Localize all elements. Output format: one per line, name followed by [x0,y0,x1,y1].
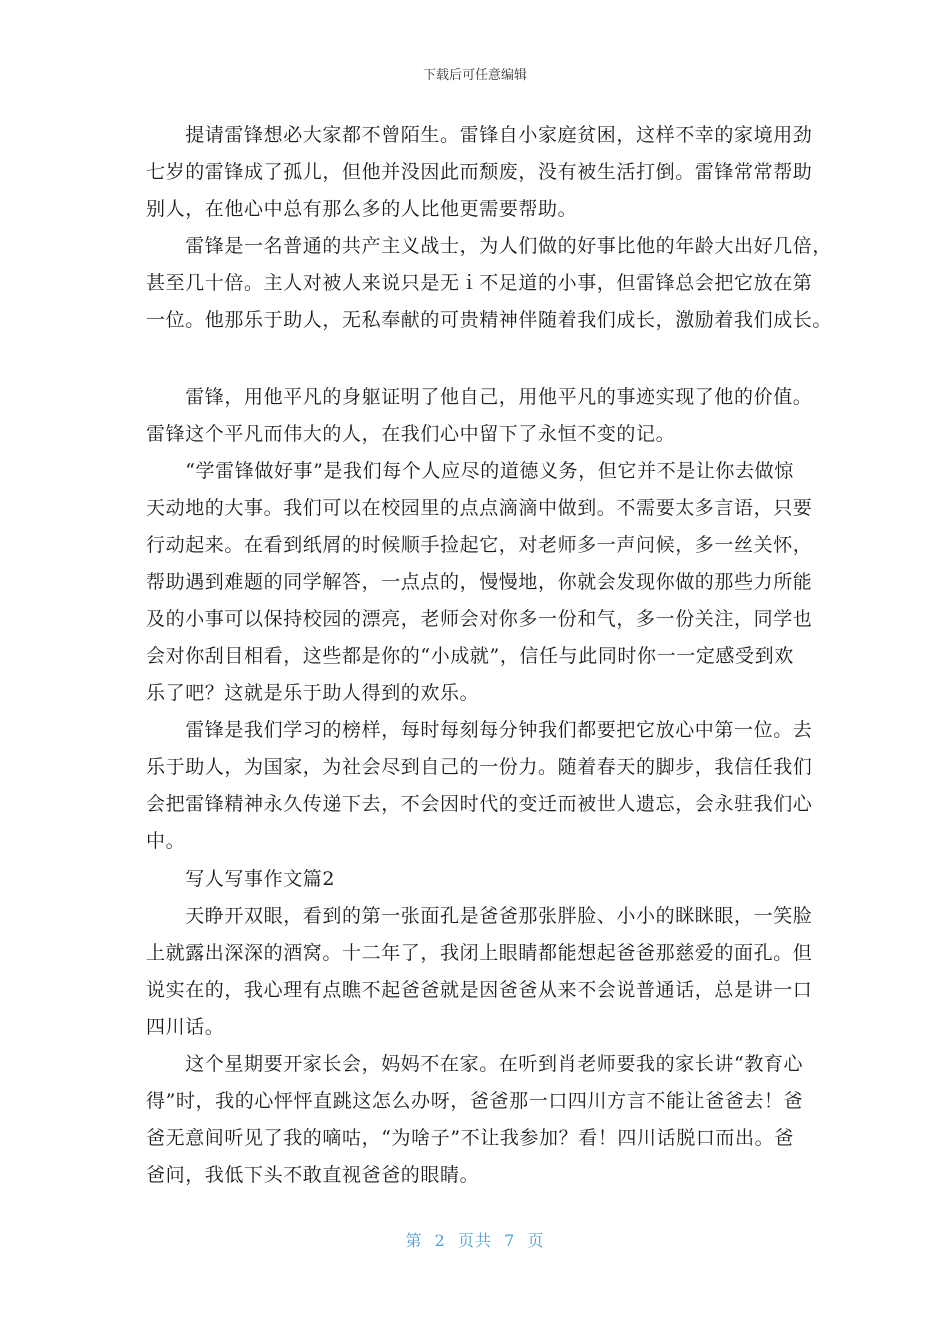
body-line: 得”时，我的心怦怦直跳这怎么办呀，爸爸那一口四川方言不能让爸爸去！爸 [146,1090,804,1112]
page-number-footer: 第 2 页共 7 页 [405,1231,545,1250]
body-line: 及的小事可以保持校园的漂亮，老师会对你多一份和气，多一份关注，同学也 [146,608,813,630]
body-line: 一位。他那乐于助人，无私奉献的可贵精神伴随着我们成长，激励着我们成长。 [146,309,833,331]
body-line: 雷锋是一名普通的共产主义战士，为人们做的好事比他的年龄大出好几倍， [146,235,833,257]
body-line: 别人，在他心中总有那么多的人比他更需要帮助。 [146,198,578,220]
body-line: 爸无意间听见了我的嘀咕，“为啥子”不让我参加？看！四川话脱口而出。爸 [146,1127,794,1149]
body-line: 上就露出深深的酒窝。十二年了，我闭上眼睛都能想起爸爸那慈爱的面孔。但 [146,942,813,964]
body-line: 雷锋是我们学习的榜样，每时每刻每分钟我们都要把它放心中第一位。去 [146,719,813,741]
body-line: 提请雷锋想必大家都不曾陌生。雷锋自小家庭贫困，这样不幸的家境用劲 [146,124,813,146]
body-line: 天睁开双眼，看到的第一张面孔是爸爸那张胖脸、小小的眯眯眼，一笑脸 [146,905,813,927]
body-line: 中。 [146,830,186,852]
body-line: 雷锋这个平凡而伟大的人，在我们心中留下了永恒不变的记。 [146,423,676,445]
body-line: 七岁的雷锋成了孤儿，但他并没因此而颓废，没有被生活打倒。雷锋常常帮助 [146,161,813,183]
body-line: 四川话。 [146,1016,225,1038]
body-line: 这个星期要开家长会，妈妈不在家。在听到肖老师要我的家长讲“教育心 [146,1053,804,1075]
page-header-note: 下载后可任意编辑 [422,68,527,83]
body-line: 天动地的大事。我们可以在校园里的点点滴滴中做到。不需要太多言语，只要 [146,497,813,519]
body-line: 乐了吧？这就是乐于助人得到的欢乐。 [146,682,480,704]
body-line: 会把雷锋精神永久传递下去，不会因时代的变迁而被世人遗忘，会永驻我们心 [146,793,813,815]
body-line: 雷锋，用他平凡的身躯证明了他自己，用他平凡的事迹实现了他的价值。 [146,386,813,408]
body-line: 说实在的，我心理有点瞧不起爸爸就是因爸爸从来不会说普通话，总是讲一口 [146,979,813,1001]
body-line: 甚至几十倍。主人对被人来说只是无ｉ不足道的小事，但雷锋总会把它放在第 [146,272,813,294]
section-heading: 写人写事作文篇2 [146,868,336,890]
body-line: “学雷锋做好事”是我们每个人应尽的道德义务，但它并不是让你去做惊 [146,460,794,482]
body-line: 行动起来。在看到纸屑的时候顺手捡起它，对老师多一声问候，多一丝关怀， [146,534,813,556]
body-line: 会对你刮目相看，这些都是你的“小成就”，信任与此同时你一一定感受到欢 [146,645,794,667]
body-line: 乐于助人，为国家，为社会尽到自己的一份力。随着春天的脚步，我信任我们 [146,756,813,778]
body-line: 帮助遇到难题的同学解答，一点点的，慢慢地，你就会发现你做的那些力所能 [146,571,813,593]
body-line: 爸问，我低下头不敢直视爸爸的眼睛。 [146,1164,480,1186]
